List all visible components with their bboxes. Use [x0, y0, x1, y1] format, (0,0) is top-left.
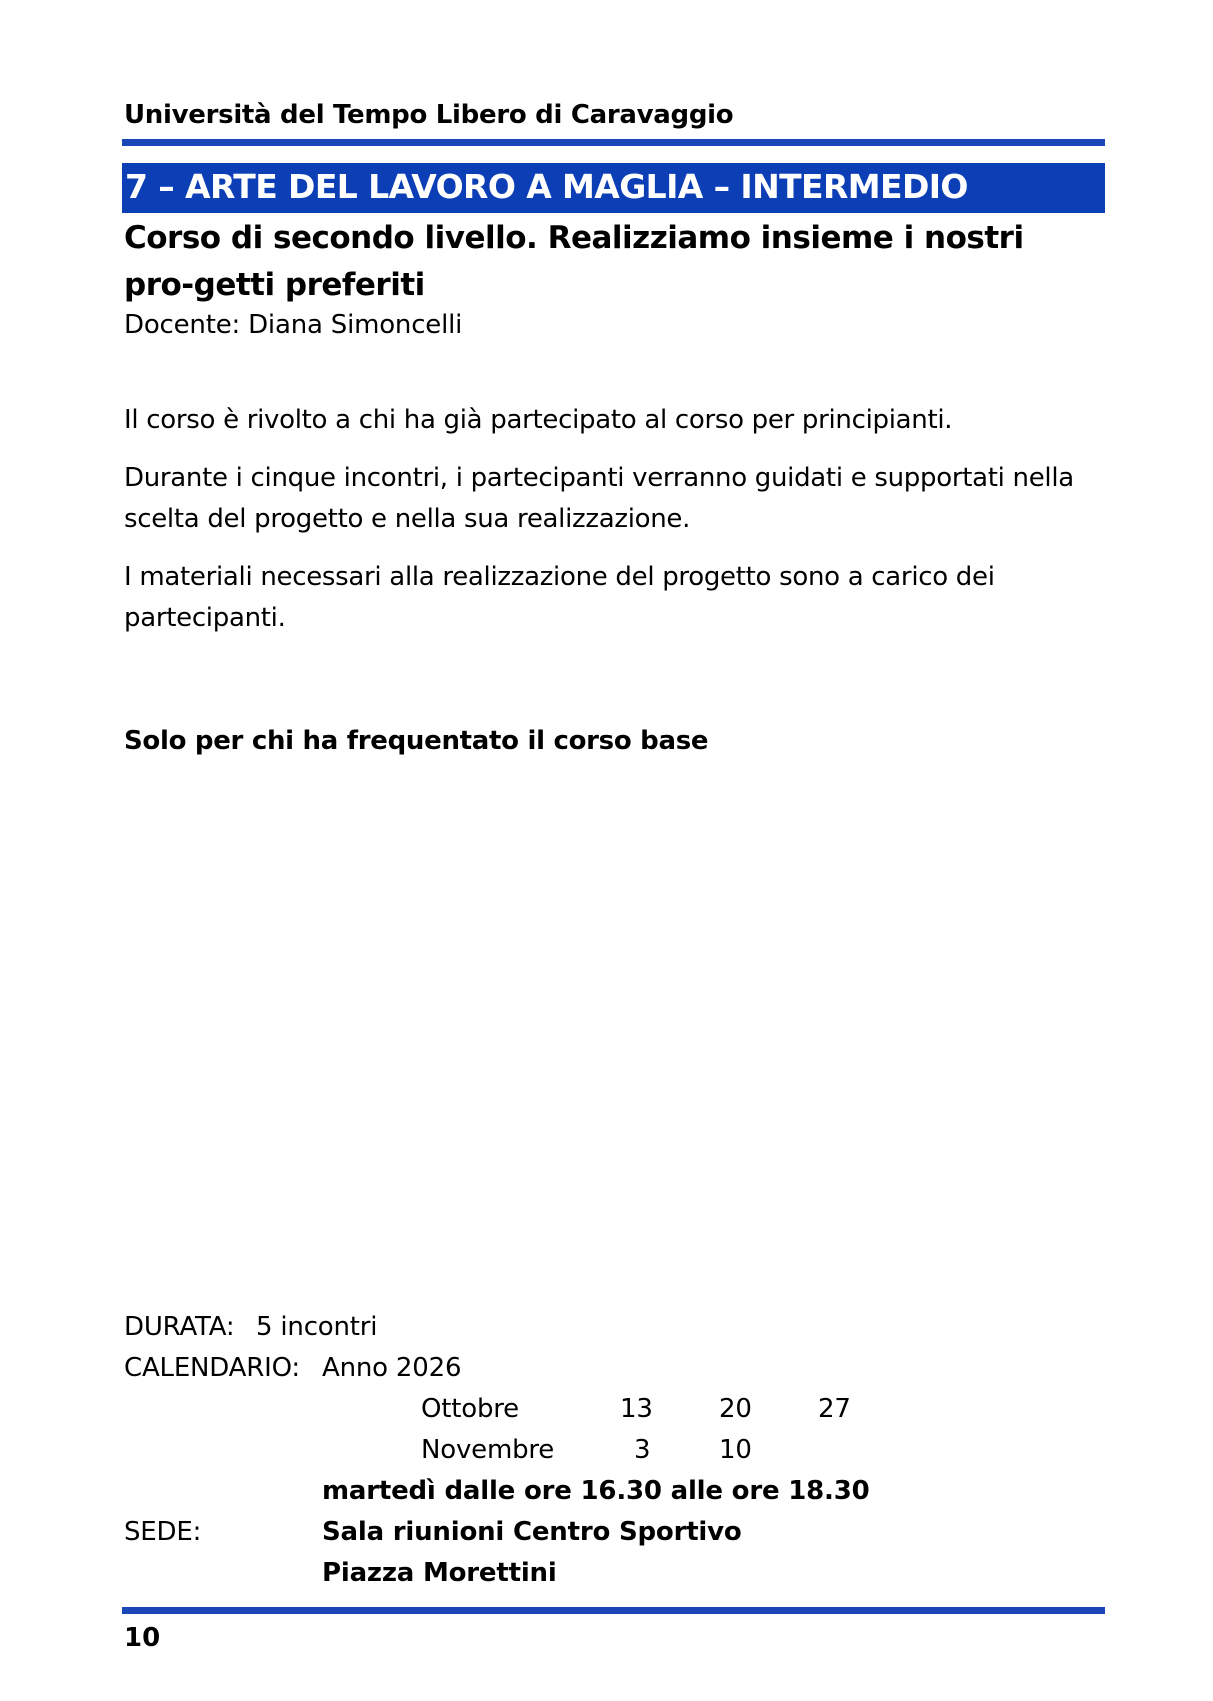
venue-address: Piazza Morettini	[322, 1558, 557, 1588]
calendar-day: 10	[719, 1435, 752, 1465]
calendar-day: 20	[719, 1394, 752, 1424]
duration-value: 5 incontri	[256, 1312, 378, 1342]
venue-name: Sala riunioni Centro Sportivo	[322, 1517, 742, 1547]
teacher-line: Docente: Diana Simoncelli	[124, 310, 463, 340]
paragraph-2: Durante i cinque incontri, i partecipanti verranno guidati e supportati nella scelta del progetto e nella sua realizzazione.	[124, 463, 1074, 534]
calendar-day: 3	[634, 1435, 651, 1465]
calendar-year: Anno 2026	[322, 1353, 462, 1383]
schedule-text: martedì dalle ore 16.30 alle ore 18.30	[322, 1476, 870, 1506]
course-subtitle-text: Corso di secondo livello. Realizziamo insieme i nostri pro-getti preferiti	[124, 220, 1024, 303]
header-title: Università del Tempo Libero di Caravaggio	[124, 100, 734, 130]
course-title: 7 – ARTE DEL LAVORO A MAGLIA – INTERMEDIO	[125, 167, 968, 206]
page-number: 10	[124, 1623, 161, 1653]
calendar-day: 27	[818, 1394, 851, 1424]
calendar-label: CALENDARIO:	[124, 1353, 300, 1383]
footer-rule	[122, 1607, 1105, 1614]
paragraph-3: I materiali necessari alla realizzazione del progetto sono a carico dei partecipanti.	[124, 562, 995, 633]
calendar-month: Novembre	[421, 1435, 555, 1465]
paragraph-1: Il corso è rivolto a chi ha già partecipato al corso per principianti.	[124, 405, 953, 435]
course-subtitle	[124, 215, 1084, 309]
calendar-month: Ottobre	[421, 1394, 519, 1424]
venue-label: SEDE:	[124, 1517, 202, 1547]
header-rule	[122, 139, 1105, 146]
duration-label: DURATA:	[124, 1312, 235, 1342]
calendar-day: 13	[620, 1394, 653, 1424]
requirement-note: Solo per chi ha frequentato il corso base	[124, 726, 709, 756]
